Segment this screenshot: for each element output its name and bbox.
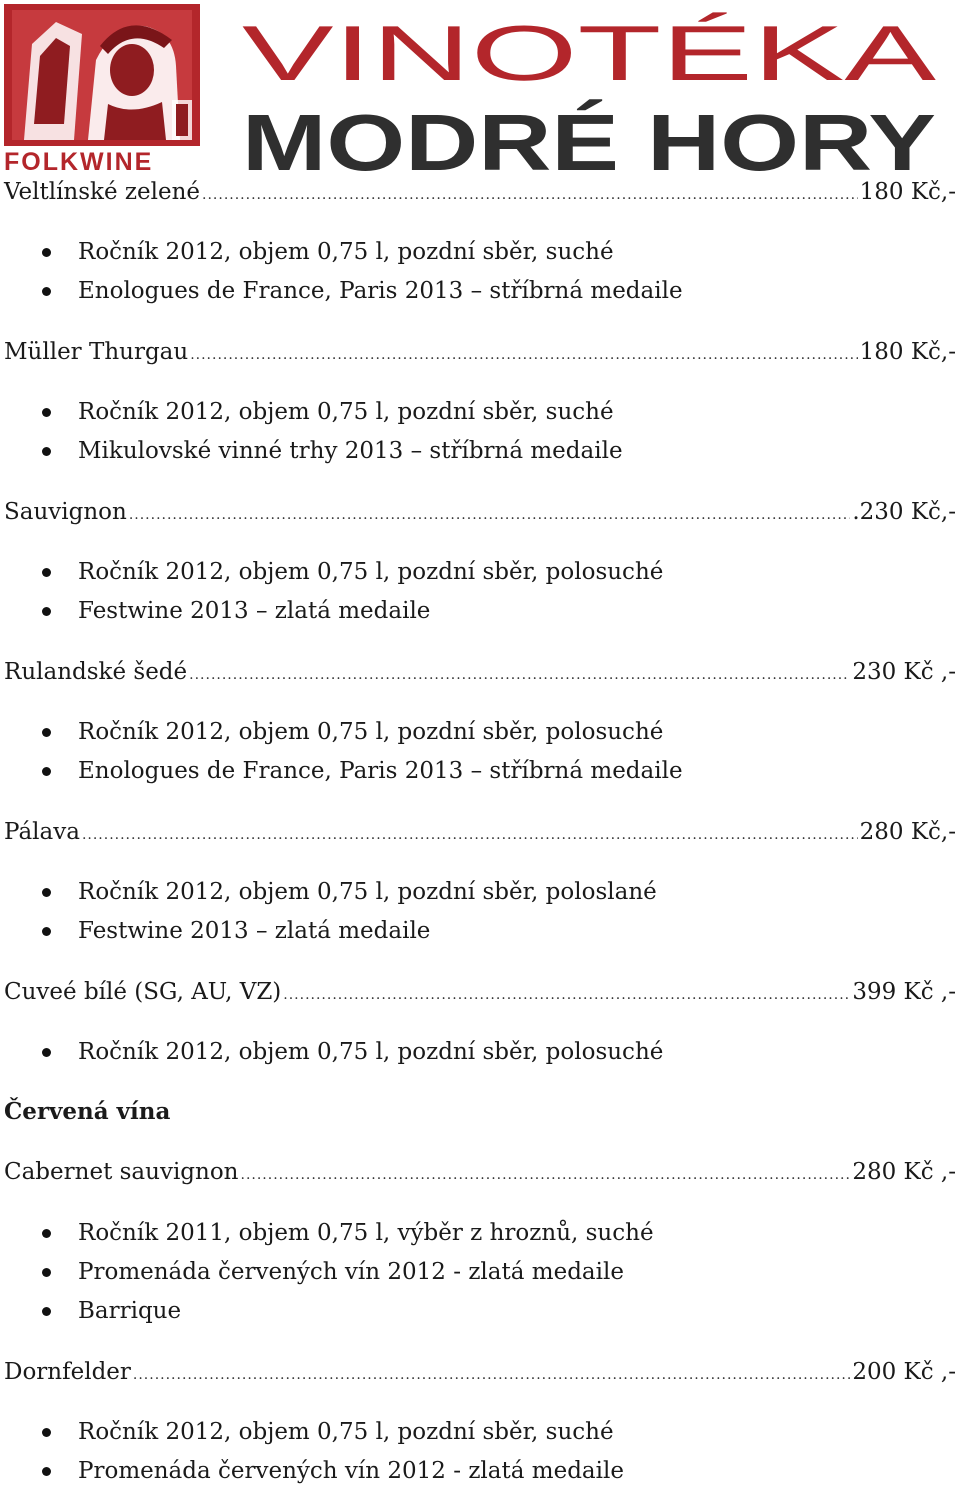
wine-detail: Festwine 2013 – zlatá medaile	[78, 918, 431, 944]
bullet-icon	[42, 1268, 51, 1277]
list-item	[40, 1416, 940, 1448]
wine-detail: Festwine 2013 – zlatá medaile	[78, 598, 431, 624]
wine-detail: Promenáda červených vín 2012 - zlatá medaile	[78, 1458, 624, 1484]
list-item	[40, 396, 940, 428]
list-item	[40, 716, 940, 748]
wine-name: Cabernet sauvignon	[4, 1159, 239, 1185]
wine-detail: Ročník 2011, objem 0,75 l, výběr z hroznů, suché	[78, 1220, 654, 1246]
wine-detail: Mikulovské vinné trhy 2013 – stříbrná medaile	[78, 438, 623, 464]
wine-row	[4, 176, 956, 208]
wine-detail: Ročník 2012, objem 0,75 l, pozdní sběr, polosuché	[78, 719, 664, 745]
wine-detail: Promenáda červených vín 2012 - zlatá medaile	[78, 1259, 624, 1285]
bullet-icon	[42, 728, 51, 737]
wine-price: 280 Kč ,-	[852, 1159, 956, 1185]
list-item	[40, 236, 940, 268]
bullet-icon	[42, 927, 51, 936]
dot-leader	[283, 979, 850, 1011]
section-heading-red-wines: Červená vína	[4, 1098, 171, 1125]
bullet-icon	[42, 1307, 51, 1316]
bullet-icon	[42, 568, 51, 577]
list-item	[40, 915, 940, 947]
list-item	[40, 1295, 940, 1327]
dot-leader	[189, 659, 850, 691]
wine-row	[4, 1356, 956, 1388]
wine-detail: Enologues de France, Paris 2013 – stříbrná medaile	[78, 278, 683, 304]
wine-price: 280 Kč,-	[859, 819, 956, 845]
wine-name: Sauvignon	[4, 499, 127, 525]
wine-detail: Ročník 2012, objem 0,75 l, pozdní sběr, suché	[78, 399, 614, 425]
list-item	[40, 755, 940, 787]
list-item	[40, 1256, 940, 1288]
wine-row	[4, 976, 956, 1008]
wine-price: 200 Kč ,-	[852, 1359, 956, 1385]
list-item	[40, 435, 940, 467]
bullet-icon	[42, 888, 51, 897]
bullet-icon	[42, 1467, 51, 1476]
title-line-vinoteka: VINOTÉKA	[242, 9, 936, 97]
wine-detail: Enologues de France, Paris 2013 – stříbrná medaile	[78, 758, 683, 784]
wine-name: Rulandské šedé	[4, 659, 188, 685]
dot-leader	[129, 499, 851, 531]
wine-row	[4, 336, 956, 368]
list-item	[40, 275, 940, 307]
wine-price: 399 Kč ,-	[852, 979, 956, 1005]
list-item	[40, 595, 940, 627]
list-item	[40, 1217, 940, 1249]
bullet-icon	[42, 248, 51, 257]
wine-name: Veltlínské zelené	[4, 179, 201, 205]
wine-detail: Barrique	[78, 1298, 182, 1324]
wine-name: Müller Thurgau	[4, 339, 189, 365]
wine-row	[4, 1156, 956, 1188]
wine-row	[4, 496, 956, 528]
folkwine-logo-text: FOLKWINE	[4, 148, 154, 176]
list-item	[40, 1036, 940, 1068]
bullet-icon	[42, 1229, 51, 1238]
dot-leader	[82, 819, 858, 851]
bullet-icon	[42, 607, 51, 616]
wine-price: 180 Kč,-	[859, 179, 956, 205]
wine-detail: Ročník 2012, objem 0,75 l, pozdní sběr, polosuché	[78, 559, 664, 585]
dot-leader	[133, 1359, 850, 1391]
wine-name: Dornfelder	[4, 1359, 131, 1385]
bullet-icon	[42, 287, 51, 296]
wine-detail: Ročník 2012, objem 0,75 l, pozdní sběr, polosuché	[78, 1039, 664, 1065]
list-item	[40, 556, 940, 588]
wine-row	[4, 656, 956, 688]
list-item	[40, 876, 940, 908]
dot-leader	[190, 339, 857, 371]
wine-detail: Ročník 2012, objem 0,75 l, pozdní sběr, poloslané	[78, 879, 657, 905]
bullet-icon	[42, 1428, 51, 1437]
wine-detail: Ročník 2012, objem 0,75 l, pozdní sběr, suché	[78, 239, 614, 265]
bullet-icon	[42, 1048, 51, 1057]
bullet-icon	[42, 408, 51, 417]
wine-price: 180 Kč,-	[859, 339, 956, 365]
bullet-icon	[42, 447, 51, 456]
wine-name: Pálava	[4, 819, 80, 845]
wine-price: 230 Kč ,-	[852, 659, 956, 685]
bullet-icon	[42, 767, 51, 776]
title-line-modre-hory: MODRÉ HORY	[242, 98, 936, 178]
dot-leader	[241, 1159, 851, 1191]
list-item	[40, 1455, 940, 1487]
wine-price: .230 Kč,-	[852, 499, 956, 525]
wine-name: Cuveé bílé (SG, AU, VZ)	[4, 979, 282, 1005]
wine-row	[4, 816, 956, 848]
wine-detail: Ročník 2012, objem 0,75 l, pozdní sběr, suché	[78, 1419, 614, 1445]
dot-leader	[202, 179, 858, 211]
